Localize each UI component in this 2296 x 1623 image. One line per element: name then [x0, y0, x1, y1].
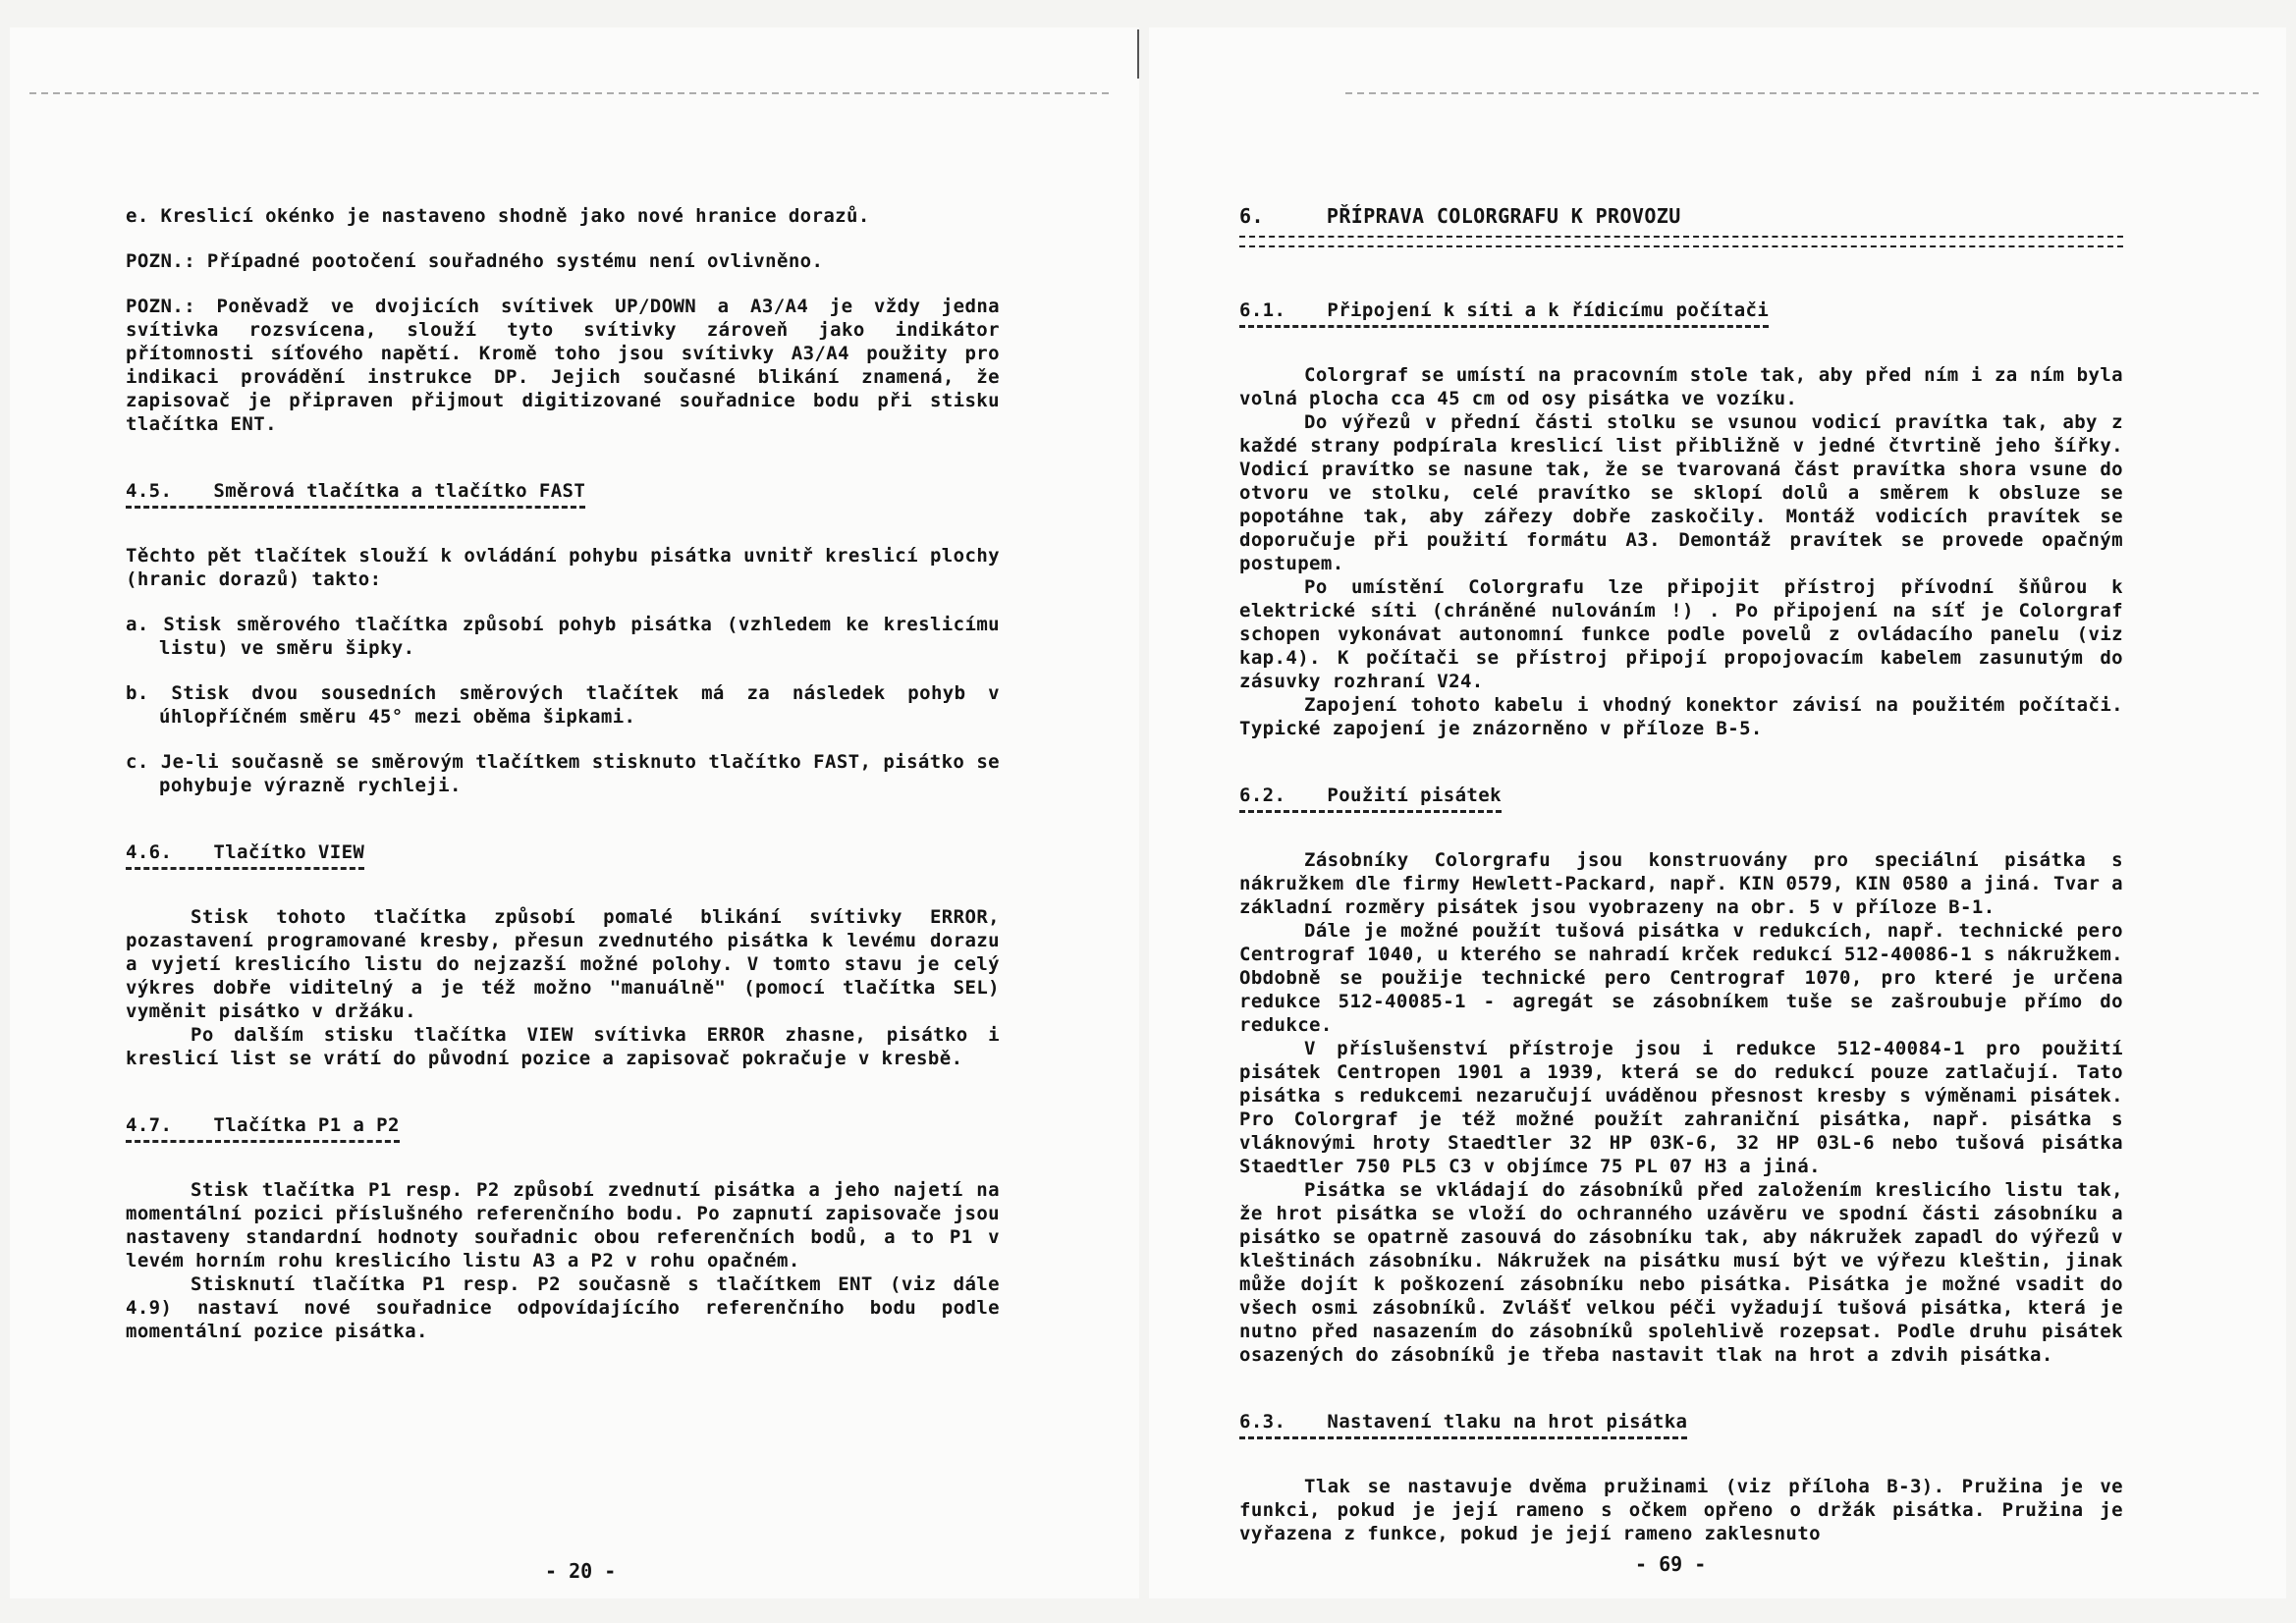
paragraph: Po dalším stisku tlačítka VIEW svítivka ERROR zhasne, pisátko i kreslicí list se vrátí do původní pozice a zapisovač pokračuje v kresbě. — [126, 1024, 1000, 1069]
paragraph: Zapojení tohoto kabelu i vhodný konektor závisí na použitém počítači. Typické zapojení je znázorněno v příloze B-5. — [1239, 694, 2123, 739]
section-title: Směrová tlačítka a tlačítko FAST — [213, 480, 586, 502]
section-heading — [126, 479, 585, 509]
right-page — [1149, 27, 2286, 1598]
page-number-right: - 69 - — [1635, 1552, 1707, 1576]
paragraph: POZN.: Případné pootočení souřadného systému není ovlivněno. — [126, 250, 824, 272]
section-heading — [1239, 1410, 1687, 1439]
paragraph: b. Stisk dvou sousedních směrových tlačítek má za následek pohyb v úhlopříčném směru 45° mezi oběma šipkami. — [126, 682, 1000, 728]
chapter-title: PŘÍPRAVA COLORGRAFU K PROVOZU — [1326, 204, 1681, 228]
paragraph: Stisknutí tlačítka P1 resp. P2 současně s tlačítkem ENT (viz dále 4.9) nastaví nové souřadnice odpovídajícího referenčního bodu podle momentální pozice pisátka. — [126, 1273, 1000, 1342]
chapter-number: 6. — [1239, 204, 1264, 228]
paragraph: Po umístění Colorgrafu lze připojit přístroj přívodní šňůrou k elektrické síti (chráněné nulováním !) . Po připojení na síť je Colorgraf schopen vykonávat autonomní funkce podle povelů z ovládacího panelu (viz kap.4). K počítači se přístroj připojí propojovacím kabelem zasunutým do zásuvky rozhraní V24. — [1239, 576, 2123, 692]
left-page — [10, 27, 1139, 1598]
paragraph: a. Stisk směrového tlačítka způsobí pohyb pisátka (vzhledem ke kreslicímu listu) ve směru šipky. — [126, 614, 1000, 659]
section-number: 6.3. — [1239, 1411, 1286, 1433]
paragraph: Stisk tlačítka P1 resp. P2 způsobí zvednutí pisátka a jeho najetí na momentální pozici příslušného referenčního bodu. Po zapnutí zapisovače jsou nastaveny standardní hodnoty souřadnic obou referenčních bodů, a to P1 v levém horním rohu kreslicího listu A3 a P2 v rohu opačném. — [126, 1179, 1000, 1271]
paragraph: Tlak se nastavuje dvěma pružinami (viz příloha B-3). Pružina je ve funkci, pokud je její rameno s očkem opřeno o držák pisátka. Pružina je vyřazena z funkce, pokud je její rameno zaklesnuto — [1239, 1476, 2123, 1544]
chapter-heading — [1239, 204, 2123, 228]
section-number: 4.7. — [126, 1114, 173, 1136]
paragraph: Dále je možné použít tušová pisátka v redukcích, např. technické pero Centrograf 1040, u kterého se nahradí krček redukcí 512-40086-1 s nákružkem. Obdobně se použije technické pero Centrograf 1070, pro které je určena redukce 512-40085-1 - agregát se zásobníkem tuše se zašroubuje přímo do redukce. — [1239, 920, 2123, 1036]
paragraph: V příslušenství přístroje jsou i redukce 512-40084-1 pro použití pisátek Centropen 1901 a 1939, která se do redukcí pouze zatlačují. Tato pisátka s redukcemi nezaručují uváděnou přesnost kresby s výměnami pisátek. Pro Colorgraf je též možné použít zahraniční pisátka, např. pisátka s vláknovými hroty Staedtler 32 HP 03K-6, 32 HP 03L-6 nebo tušová pisátka Staedtler 750 PL5 C3 v objímce 75 PL 07 H3 a jiná. — [1239, 1038, 2123, 1177]
paragraph: c. Je-li současně se směrovým tlačítkem stisknuto tlačítko FAST, pisátko se pohybuje výrazně rychleji. — [126, 751, 1000, 796]
section-heading — [126, 840, 364, 870]
section-number: 6.1. — [1239, 299, 1286, 321]
paragraph: POZN.: Poněvadž ve dvojicích svítivek UP/DOWN a A3/A4 je vždy jedna svítivka rozsvícena, slouží tyto svítivky zároveň jako indikátor přítomnosti síťového napětí. Kromě toho jsou svítivky A3/A4 použity pro indikaci provádění instrukce DP. Jejich současné blikání znamená, že zapisovač je připraven přijmout digitizované souřadnice bodu při stisku tlačítka ENT. — [126, 296, 1000, 435]
right-page-text — [1239, 204, 2123, 1545]
book-gutter — [1137, 29, 1139, 79]
paragraph: Colorgraf se umístí na pracovním stole tak, aby před ním i za ním byla volná plocha cca 45 cm od osy pisátka ve vozíku. — [1239, 364, 2123, 409]
section-number: 4.5. — [126, 480, 173, 502]
paragraph: Pisátka se vkládají do zásobníků před založením kreslicího listu tak, že hrot pisátka se vloží do ochranného uzávěru ve spodní části zásobníku a pisátko se opatrně zasouvá do zásobníku tak, aby nákružek zapadl do výřezů v kleštinách zásobníku. Nákružek na pisátku musí být ve výřezu kleštin, jinak může dojít k poškození zásobníku nebo pisátka. Pisátka je možné vsadit do všech osmi zásobníků. Zvlášť velkou péči vyžadují tušová pisátka, která je nutno před nasazením do zásobníků spolehlivě rozepsat. Podle druhu pisátek osazených do zásobníků je třeba nastavit tlak na hrot a zdvih pisátka. — [1239, 1179, 2123, 1366]
paragraph: Těchto pět tlačítek slouží k ovládání pohybu pisátka uvnitř kreslicí plochy (hranic dorazů) takto: — [126, 545, 1000, 590]
paragraph: Zásobníky Colorgrafu jsou konstruovány pro speciální pisátka s nákružkem dle firmy Hewlett-Packard, např. KIN 0579, KIN 0580 a jiná. Tvar a základní rozměry pisátek jsou vyobrazeny na obr. 5 v příloze B-1. — [1239, 849, 2123, 918]
page-number-left: - 20 - — [545, 1559, 617, 1583]
section-heading — [1239, 784, 1502, 813]
section-number: 4.6. — [126, 841, 173, 863]
paragraph: e. Kreslicí okénko je nastaveno shodně jako nové hranice dorazů. — [126, 205, 870, 227]
section-title: Použití pisátek — [1327, 784, 1502, 806]
left-page-text — [126, 204, 1000, 1365]
section-heading — [126, 1113, 400, 1143]
scan-edge-line — [1345, 92, 2259, 94]
section-title: Nastavení tlaku na hrot pisátka — [1327, 1411, 1688, 1433]
section-heading — [1239, 298, 1769, 328]
paragraph: Stisk tohoto tlačítka způsobí pomalé blikání svítivky ERROR, pozastavení programované kresby, přesun zvednutého pisátka k levému dorazu a vyjetí kreslicího listu do nejzazší možné polohy. V tomto stavu je celý výkres dobře viditelný a je též možno "manuálně" (pomocí tlačítka SEL) vyměnit pisátko v držáku. — [126, 906, 1000, 1022]
section-title: Připojení k síti a k řídicímu počítači — [1327, 299, 1770, 321]
scan-edge-line — [29, 92, 1110, 94]
section-number: 6.2. — [1239, 784, 1286, 806]
section-title: Tlačítko VIEW — [213, 841, 365, 863]
paragraph: Do výřezů v přední části stolku se vsunou vodicí pravítka tak, aby z každé strany podpírala kreslicí list přibližně v jedné čtvrtině jeho šířky. Vodicí pravítko se nasune tak, že se tvarovaná část pravítka shora vsune do otvoru ve stolku, celé pravítko se sklopí dolů a směrem k obsluze se popotáhne tak, aby zářezy dobře zaskočily. Montáž vodicích pravítek se doporučuje při použití formátu A3. Demontáž pravítek se provede opačným postupem. — [1239, 411, 2123, 574]
chapter-rule — [1239, 236, 2123, 247]
section-title: Tlačítka P1 a P2 — [213, 1114, 400, 1136]
